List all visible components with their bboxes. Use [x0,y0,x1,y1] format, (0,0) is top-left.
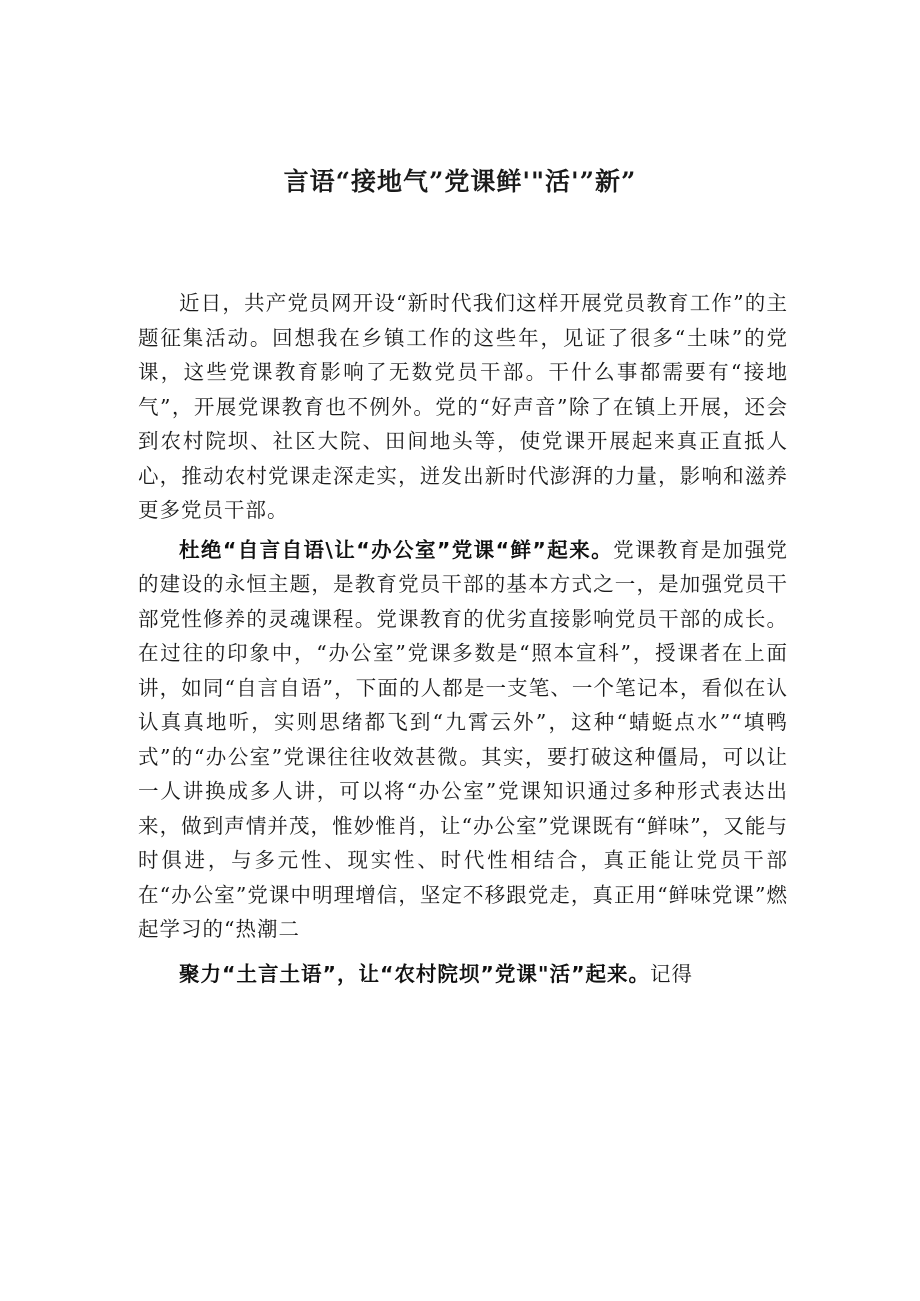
document-title: 言语“接地气”党课鲜'"活'”新” [283,167,637,196]
paragraph-text: 党课教育是加强党的建设的永恒主题，是教育党员干部的基本方式之一，是加强党员干部党性修养的灵魂课程。党课教育的优劣直接影响党员干部的成长。在过往的印象中，“办公室”党课多数是“照本宣科”，授课者在上面讲，如同“自言自语”，下面的人都是一支笔、一个笔记本，看似在认认真真地听，实则思绪都飞到“九霄云外”，这种“蜻蜓点水”“填鸭式”的“办公室”党课往往收效甚微。其实，要打破这种僵局，可以让一人讲换成多人讲，可以将“办公室”党课知识通过多种形式表达出来，做到声情并茂，惟妙惟肖，让“办公室”党课既有“鲜味”，又能与时俱进，与多元性、现实性、时代性相结合，真正能让党员干部在“办公室”党课中明理增信，坚定不移跟党走，真正用“鲜味党课”燃起学习的“热潮二 [138,537,788,941]
paragraph-heading: 聚力“土言土语”，让“农村院坝”党课"活”起来。 [179,961,651,986]
paragraph-office-party-lesson [138,533,788,947]
paragraph-heading: 杜绝“自言自语\让“办公室”党课“鲜”起来。 [179,537,614,562]
paragraph-intro [138,286,788,528]
paragraph-text: 近日，共产党员网开设“新时代我们这样开展党员教育工作”的主题征集活动。回想我在乡镇工作的这些年，见证了很多“土味”的党课，这些党课教育影响了无数党员干部。干什么事都需要有“接地气”，开展党课教育也不例外。党的“好声音”除了在镇上开展，还会到农村院坝、社区大院、田间地头等，使党课开展起来真正直抵人心，推动农村党课走深走实，迸发出新时代澎湃的力量，影响和滋养更多党员干部。 [138,291,788,522]
document-body [138,286,788,996]
paragraph-text: 记得 [650,961,694,986]
paragraph-village-party-lesson [138,957,788,992]
